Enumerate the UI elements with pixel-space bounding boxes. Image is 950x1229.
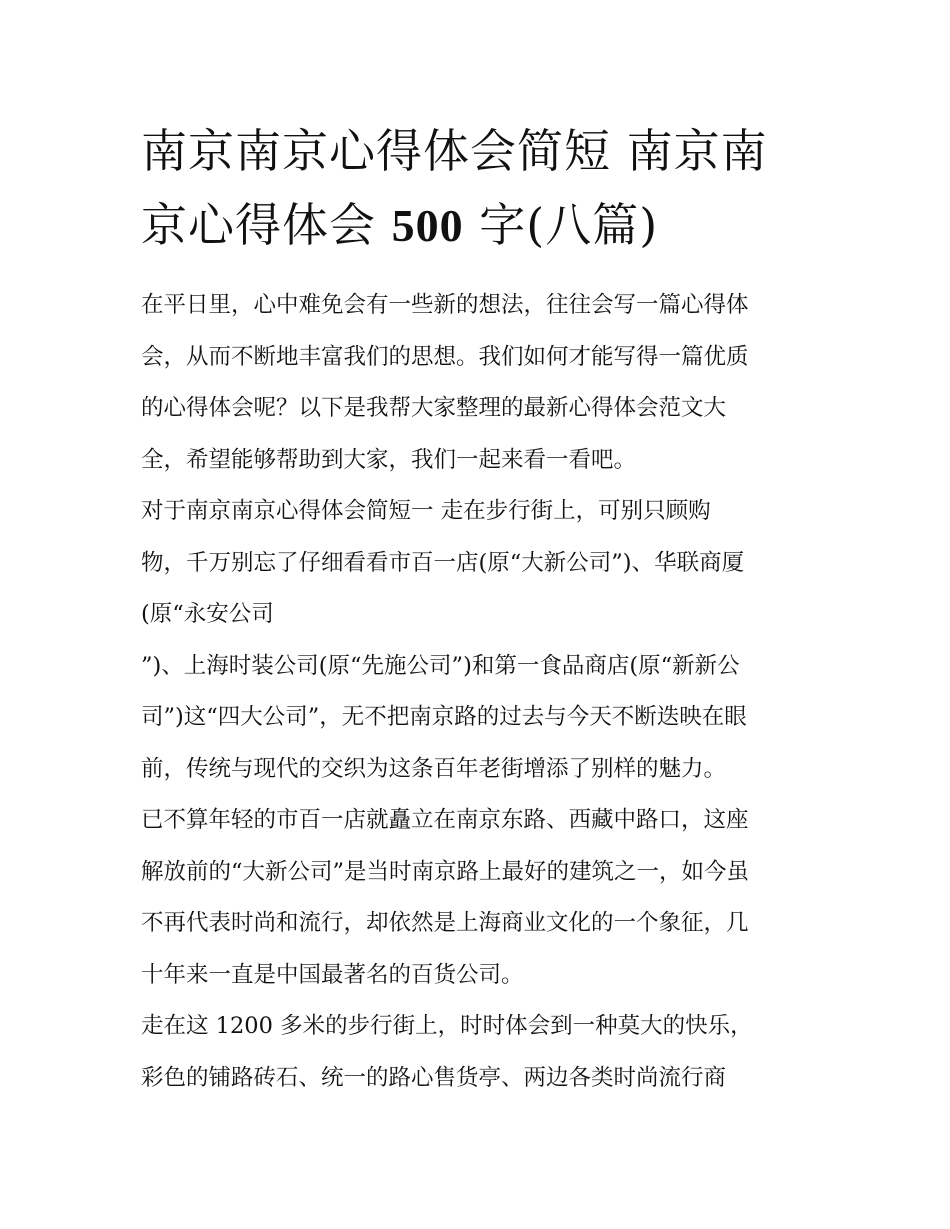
body-line: 解放前的“大新公司”是当时南京路上最好的建筑之一，如今虽 — [141, 858, 750, 885]
body-line: 全，希望能够帮助到大家，我们一起来看一看吧。 — [141, 446, 637, 473]
body-line: ”)、上海时装公司(原“先施公司”)和第一食品商店(原“新新公 — [141, 652, 740, 679]
body-line: 已不算年轻的市百一店就矗立在南京东路、西藏中路口，这座 — [141, 807, 749, 833]
body-line: (原“永安公司 — [141, 601, 274, 627]
body-line: 会，从而不断地丰富我们的思想。我们如何才能写得一篇优质 — [141, 343, 749, 370]
body-line: 对于南京南京心得体会简短一 走在步行街上，可别只顾购 — [141, 498, 711, 524]
body-line: 在平日里，心中难免会有一些新的想法，往往会写一篇心得体 — [141, 292, 749, 318]
title-line-2 — [141, 188, 821, 263]
title-number: 500 — [391, 200, 464, 251]
body-line: 彩色的铺路砖石、统一的路心售货亭、两边各类时尚流行商 — [141, 1064, 727, 1091]
body-line: 的心得体会呢？以下是我帮大家整理的最新心得体会范文大 — [141, 395, 727, 421]
title-line-2-text: 京心得体会 — [141, 198, 376, 252]
body-line: 走在这 1200 多米的步行街上，时时体会到一种莫大的快乐， — [141, 1013, 753, 1039]
body-line: 司”)这“四大公司”，无不把南京路的过去与今天不断迭映在眼 — [141, 704, 747, 730]
title-line-1: 南京南京心得体会简短 南京南 — [141, 124, 768, 178]
body-line: 十年来一直是中国最著名的百货公司。 — [141, 961, 524, 988]
document-body — [141, 280, 821, 1104]
body-line: 不再代表时尚和流行，却依然是上海商业文化的一个象征，几 — [141, 910, 749, 936]
title-tail: 字(八篇) — [463, 198, 659, 252]
document-title — [141, 114, 821, 263]
body-line: 前，传统与现代的交织为这条百年老街增添了别样的魅力。 — [141, 755, 727, 782]
body-line: 物，千万别忘了仔细看看市百一店(原“大新公司”)、华联商厦 — [141, 549, 745, 576]
